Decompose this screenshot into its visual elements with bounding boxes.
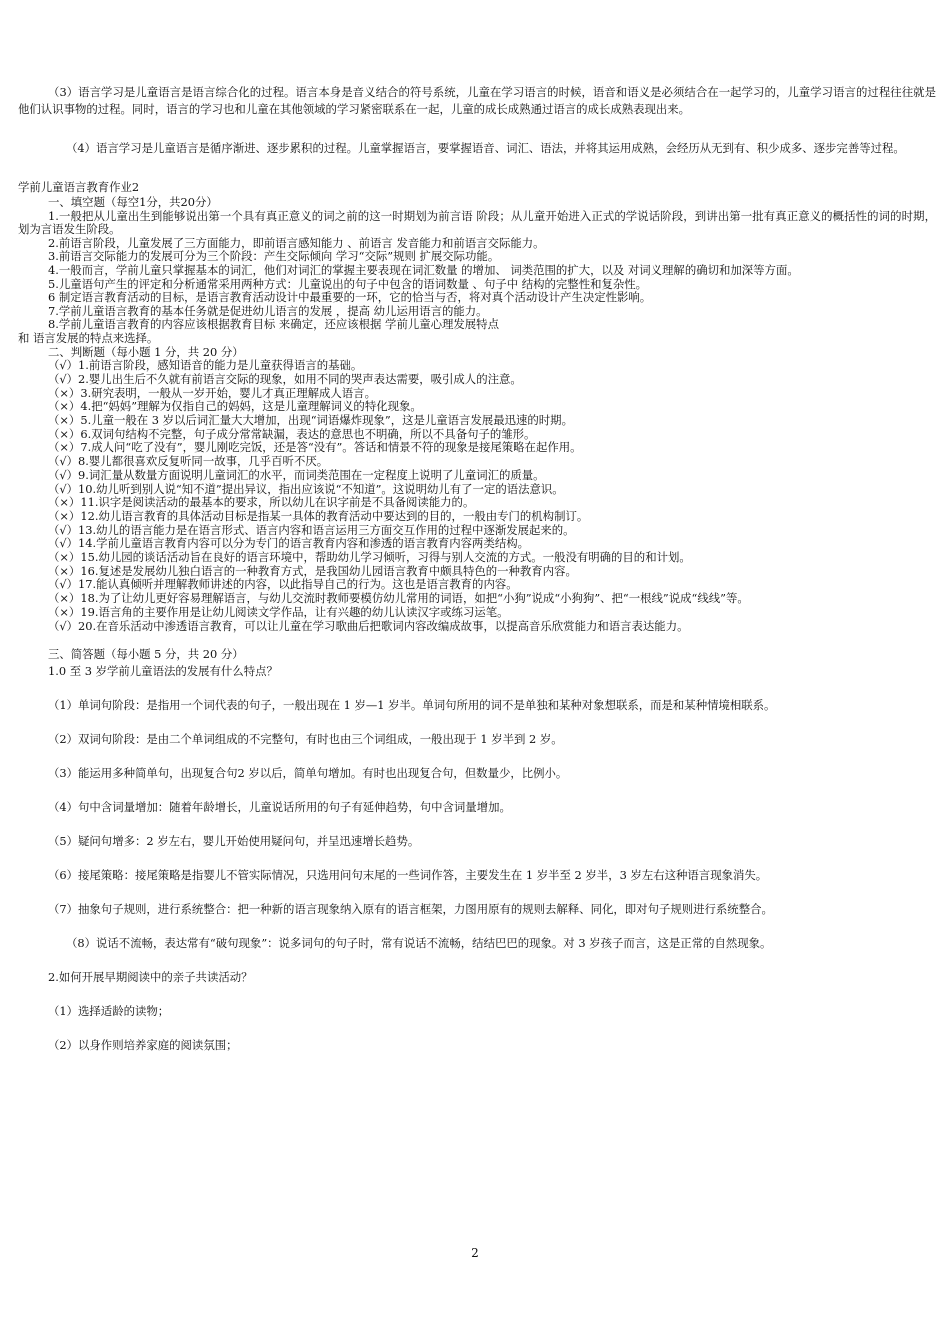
intro-section [18,84,936,157]
answer-item: （4）句中含词量增加：随着年龄增长，儿童说话所用的句子有延伸趋势，句中含词量增加。 [48,800,511,815]
judgement-item: （√）8.婴儿都很喜欢反复听同一故事，几乎百听不厌。 [48,454,329,469]
fill-item: 6 制定语言教育活动的目标，是语言教育活动设计中最重要的一环，它的恰当与否，将对真个活动设计产生决定性影响。 [48,290,652,305]
answer-item: （3）能运用多种简单句，出现复合句2 岁以后，简单句增加。有时也出现复合句，但数量少，比例小。 [48,766,568,781]
homework-title: 学前儿童语言教育作业2 [18,180,140,194]
judgement-item: （√）9.词汇量从数量方面说明儿童词汇的水平，而词类范围在一定程度上说明了儿童词汇的质量。 [48,467,545,482]
judgement-item: （√）1.前语言阶段，感知语音的能力是儿童获得语言的基础。 [48,358,363,373]
fill-item: 5.儿童语句产生的评定和分析通常采用两种方式：儿童说出的句子中包含的语词数量 、句子中 结构的完整性和复杂性。 [48,276,648,291]
fill-item: 和 语言发展的特点来选择。 [18,330,159,345]
fill-item: 2.前语言阶段，儿童发展了三方面能力，即前语言感知能力 、前语言 发音能力和前语言交际能力。 [48,235,545,250]
answer-item: （1）选择适龄的读物； [48,1004,170,1019]
judgement-item: （×）3.研究表明，一般从一岁开始，婴儿才真正理解成人语言。 [48,385,376,400]
judgement-item: （×）18.为了让幼儿更好容易理解语言，与幼儿交流时教师要模仿幼儿常用的词语，如把“小狗”说成“小狗狗”、把“一根线”说成“线线”等。 [48,591,749,606]
fill-blank-section [18,196,936,346]
answer-item: （2）双词句阶段：是由二个单词组成的不完整句，有时也由三个词组成，一般出现于 1 岁半到 2 岁。 [48,732,563,747]
document-page [18,84,936,1054]
answer-item: （2）以身作则培养家庭的阅读氛围； [48,1038,238,1053]
answer-item: （6）接尾策略：接尾策略是指婴儿不管实际情况，只选用问句末尾的一些词作答，主要发生在 1 岁半至 2 岁半，3 岁左右这种语言现象消失。 [48,868,768,883]
answer-item: （5）疑问句增多：2 岁左右，婴儿开始使用疑问句，并呈迅速增长趋势。 [48,834,420,849]
answer-item: （1）单词句阶段：是指用一个词代表的句子，一般出现在 1 岁—1 岁半。单词句所用的词不是单独和某种对象想联系，而是和某种情境相联系。 [48,698,776,713]
fill-item: 7.学前儿童语言教育的基本任务就是促进幼儿语言的发展 ，提高 幼儿运用语言的能力。 [48,303,488,318]
fill-item: 1.一般把从儿童出生到能够说出第一个具有真正意义的词之前的这一时期划为前言语 阶段；从儿童开始进入正式的学说话阶段，到讲出第一批有真正意义的概括性的词的时期，划为言语发生阶段。 [18,208,936,237]
page-number: 2 [471,1246,479,1260]
judgement-item: （×）12.幼儿语言教育的具体活动目标是指某一具体的教育活动中要达到的目的，一般由专门的机构制订。 [48,508,589,523]
judgement-item: （×）5.儿童一般在 3 岁以后词汇量大大增加，出现“词语爆炸现象”，这是儿童语言发展最迅速的时期。 [48,413,573,428]
judgement-item: （√）14.学前儿童语言教育内容可以分为专门的语言教育内容和渗透的语言教育内容两类结构。 [48,536,530,551]
judgement-item: （√）20.在音乐活动中渗透语言教育，可以让儿童在学习歌曲后把歌词内容改编成故事，以提高音乐欣赏能力和语言表达能力。 [48,618,689,633]
judgement-item: （×）15.幼儿园的谈话活动旨在良好的语言环境中，帮助幼儿学习倾听，习得与别人交流的方式。一般没有明确的目的和计划。 [48,550,691,565]
judgement-section [18,346,936,634]
judgement-item: （√）17.能认真倾听并理解教师讲述的内容，以此指导自己的行为。这也是语言教育的内容。 [48,577,518,592]
section-heading: 三、简答题（每小题 5 分，共 20 分） [48,647,244,662]
judgement-item: （×）11.识字是阅读活动的最基本的要求，所以幼儿在识字前是不具备阅读能力的。 [48,495,475,510]
question: 2.如何开展早期阅读中的亲子共读活动？ [48,970,253,985]
judgement-item: （×）19.语言角的主要作用是让幼儿阅读文学作品，让有兴趣的幼儿认读汉字或练习运笔。 [48,604,509,619]
fill-item: 3.前语言交际能力的发展可分为三个阶段：产生交际倾向 学习“交际”规则 扩展交际功能。 [48,249,500,264]
judgement-item: （×）7.成人问“吃了没有”，婴儿刚吃完饭，还是答“没有”。答话和情景不符的现象是接尾策略在起作用。 [48,440,582,455]
judgement-item: （√）10.幼儿听到别人说“知不道”提出异议，指出应该说“不知道”。这说明幼儿有了一定的语法意识。 [48,481,564,496]
judgement-item: （√）2.婴儿出生后不久就有前语言交际的现象，如用不同的哭声表达需要，吸引成人的注意。 [48,371,522,386]
judgement-item: （×）6.双词句结构不完整，句子成分常常缺漏，表达的意思也不明确，所以不具备句子的雏形。 [48,426,536,441]
section-heading: 一、填空题（每空1分，共20分） [48,195,218,209]
intro-paragraph: （4）语言学习是儿童语言是循序渐进、逐步累积的过程。儿童掌握语言，要掌握语音、词汇、语法，并将其运用成熟，会经历从无到有、积少成多、逐步完善等过程。 [66,141,905,155]
fill-item: 4.一般而言，学前儿童只掌握基本的词汇，他们对词汇的掌握主要表现在词汇数量 的增加、 词类范围的扩大，以及 对词义理解的确切和加深等方面。 [48,262,799,277]
answer-item: （8）说话不流畅，表达常有“破句现象”：说多词句的句子时，常有说话不流畅，结结巴巴的现象。对 3 岁孩子而言，这是正常的自然现象。 [66,936,772,951]
judgement-item: （×）16.复述是发展幼儿独白语言的一种教育方式，是我国幼儿园语言教育中颇具特色的一种教育内容。 [48,563,577,578]
section-heading: 二、判断题（每小题 1 分，共 20 分） [48,344,244,359]
judgement-item: （×）4.把“妈妈”理解为仅指自己的妈妈，这是儿童理解词义的特化现象。 [48,399,422,414]
fill-item: 8.学前儿童语言教育的内容应该根据教育目标 来确定，还应该根据 学前儿童心理发展特点 [48,317,499,332]
intro-paragraph: （3）语言学习是儿童语言是语言综合化的过程。语言本身是音义结合的符号系统，儿童在学习语言的时候，语音和语义是必须结合在一起学习的，儿童学习语言的过程往往就是他们认识事物的过程。同时，语言的学习也和儿童在其他领域的学习紧密联系在一起，儿童的成长成熟通过语言的成长成熟表现出来。 [18,85,936,116]
question: 1.0 至 3 岁学前儿童语法的发展有什么特点？ [48,664,278,679]
answer-item: （7）抽象句子规则，进行系统整合：把一种新的语言现象纳入原有的语言框架，力图用原有的规则去解释、同化，即对句子规则进行系统整合。 [48,902,773,917]
judgement-item: （√）13.幼儿的语言能力是在语言形式、语言内容和语言运用三方面交互作用的过程中逐渐发展起来的。 [48,522,575,537]
short-answer-section [18,646,936,1054]
